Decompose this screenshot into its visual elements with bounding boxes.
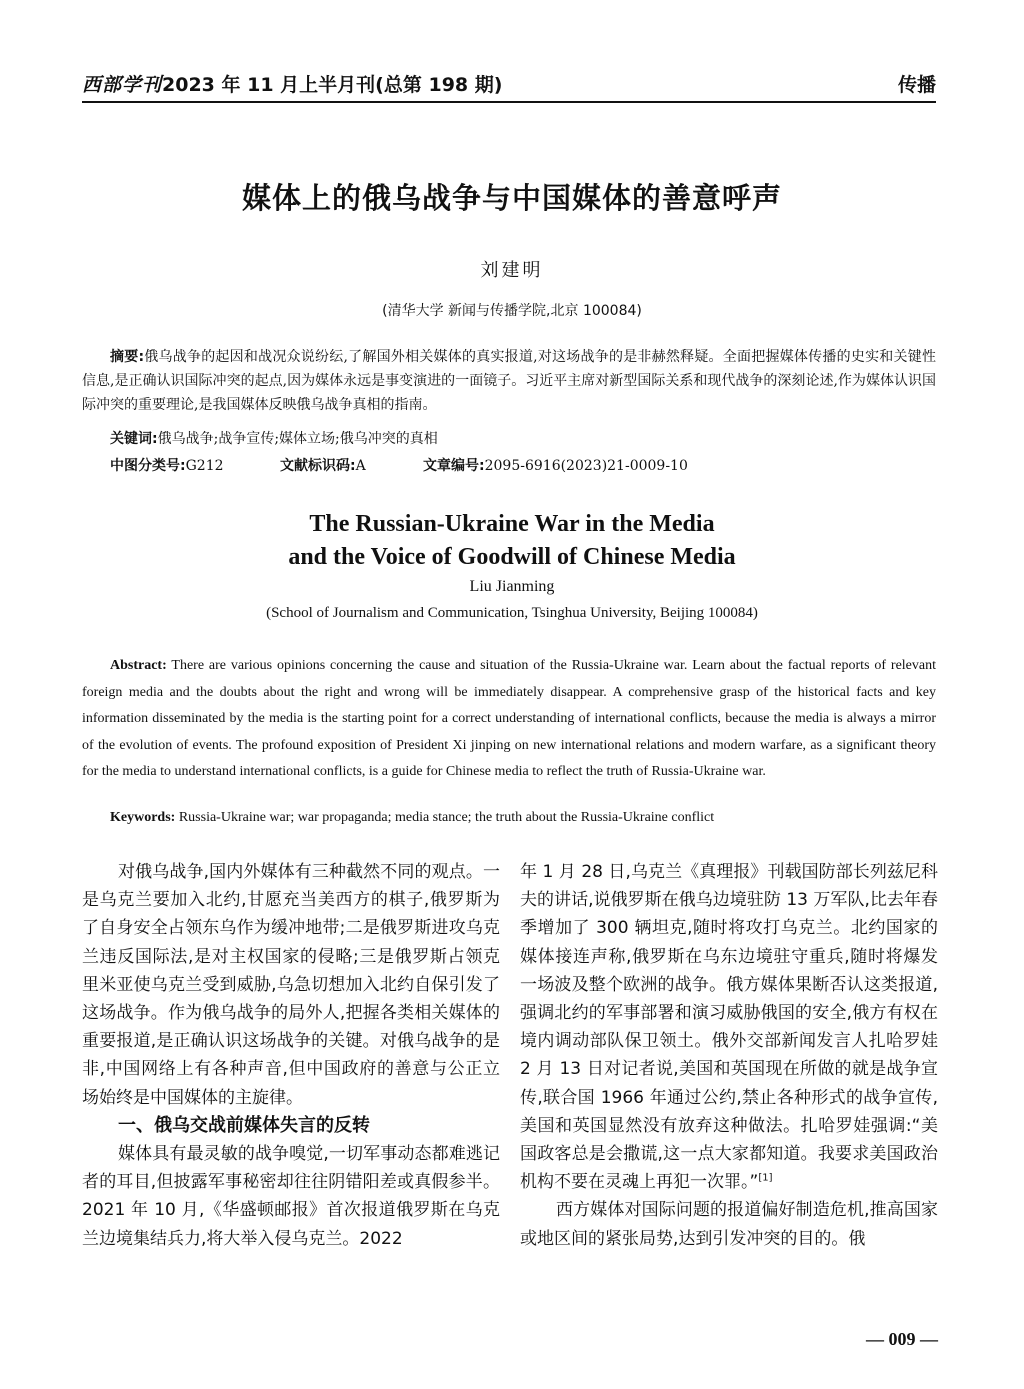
doc-label: 文献标识码: bbox=[280, 458, 356, 474]
body-column-left bbox=[82, 858, 500, 1253]
journal-masthead: 西部学刊 bbox=[82, 74, 163, 96]
keywords-en-text: Russia-Ukraine war; war propaganda; media stance; the truth about the Russia-Ukraine conflict bbox=[178, 810, 715, 825]
keywords-en-label: Keywords: bbox=[110, 810, 176, 825]
affiliation-cn: (清华大学 新闻与传播学院,北京 100084) bbox=[382, 303, 642, 319]
journal-issue bbox=[82, 70, 502, 97]
reference-marker: [1] bbox=[758, 1172, 773, 1184]
classification-info bbox=[110, 455, 930, 475]
author-cn: 刘建明 bbox=[480, 260, 544, 281]
title-en-line-2: and the Voice of Goodwill of Chinese Media bbox=[288, 544, 736, 570]
article-title-en bbox=[0, 508, 1024, 574]
clc-label: 中图分类号: bbox=[110, 458, 186, 474]
clc-number bbox=[110, 455, 224, 475]
issue-info: 2023 年 11 月上半月刊(总第 198 期) bbox=[162, 74, 503, 96]
body-paragraph-text: 年 1 月 28 日,乌克兰《真理报》刊载国防部长列兹尼科夫的讲话,说俄罗斯在俄乌边境驻防 13 万军队,比去年春季增加了 300 辆坦克,随时将攻打乌克兰。北约国家的媒体接连声称,俄罗斯在乌东边境驻守重兵,随时将爆发一场波及整个欧洲的战争。俄方媒体果断否认这类报道,强调北约的军事部署和演习威胁俄国的安全,俄方有权在境内调动部队保卫领土。俄外交部新闻发言人扎哈罗娃 2 月 13 日对记者说,美国和英国现在所做的就是战争宣传,联合国 1966 年通过公约,禁止各种形式的战争宣传,美国和英国显然没有放弃这种做法。扎哈罗娃强调:“美国政客总是会撒谎,这一点大家都知道。我要求美国政治机构不要在灵魂上再犯一次罪。” bbox=[520, 862, 938, 1193]
body-paragraph-continued bbox=[520, 858, 938, 1196]
body-paragraph: 西方媒体对国际问题的报道偏好制造危机,推高国家或地区间的紧张局势,达到引发冲突的目的。俄 bbox=[520, 1200, 938, 1249]
body-column-right bbox=[520, 858, 938, 1253]
page-number: — 009 — bbox=[866, 1329, 938, 1349]
running-header bbox=[82, 66, 936, 98]
body-paragraph: 对俄乌战争,国内外媒体有三种截然不同的观点。一是乌克兰要加入北约,甘愿充当美西方的棋子,俄罗斯为了自身安全占领东乌作为缓冲地带;二是俄罗斯进攻乌克兰违反国际法,是对主权国家的侵略;三是俄罗斯占领克里米亚使乌克兰受到威胁,乌急切想加入北约自保引发了这场战争。作为俄乌战争的局外人,把握各类相关媒体的重要报道,是正确认识这场战争的关键。对俄乌战争的是非,中国网络上有各种声音,但中国政府的善意与公正立场始终是中国媒体的主旋律。 bbox=[82, 862, 500, 1108]
keywords-cn-label: 关键词: bbox=[110, 431, 158, 447]
affiliation-en: (School of Journalism and Communication, Tsinghua University, Beijing 100084) bbox=[266, 605, 758, 621]
abstract-cn bbox=[82, 345, 936, 417]
article-title-cn: 媒体上的俄乌战争与中国媒体的善意呼声 bbox=[241, 181, 782, 215]
author-en: Liu Jianming bbox=[469, 578, 555, 595]
document-code bbox=[280, 455, 366, 475]
body-paragraph: 媒体具有最灵敏的战争嗅觉,一切军事动态都难逃记者的耳目,但披露军事秘密却往往阴错阳差或真假参半。2021 年 10 月,《华盛顿邮报》首次报道俄罗斯在乌克兰边境集结兵力,将大举入侵乌克兰。2022 bbox=[82, 1144, 500, 1249]
section-heading: 一、俄乌交战前媒体失言的反转 bbox=[118, 1114, 370, 1136]
keywords-en bbox=[110, 810, 714, 826]
title-en-line-1: The Russian-Ukraine War in the Media bbox=[309, 511, 715, 537]
art-value: 2095-6916(2023)21-0009-10 bbox=[484, 458, 688, 474]
abstract-en-text: There are various opinions concerning the cause and situation of the Russia-Ukraine war. Learn about the factual reports of relevant foreign media and the doubts about the right and wrong will be immediately disappear. A comprehensive grasp of the historical facts and key information disseminated by the media is the starting point for a correct understanding of international conflicts, because the media is always a mirror of the evolution of events. The profound exposition of President Xi jinping on new international relations and modern warfare, as a significant theory for the media to understand international conflicts, is a guide for Chinese media to reflect the truth of Russia-Ukraine war. bbox=[82, 658, 936, 779]
header-rule bbox=[82, 101, 936, 103]
keywords-cn bbox=[110, 428, 438, 448]
section-label: 传播 bbox=[897, 74, 936, 96]
abstract-cn-text: 俄乌战争的起因和战况众说纷纭,了解国外相关媒体的真实报道,对这场战争的是非赫然释疑。全面把握媒体传播的史实和关键性信息,是正确认识国际冲突的起点,因为媒体永远是事变演进的一面镜子。习近平主席对新型国际关系和现代战争的深刻论述,作为媒体认识国际冲突的重要理论,是我国媒体反映俄乌战争真相的指南。 bbox=[82, 349, 936, 413]
abstract-en bbox=[82, 653, 936, 786]
abstract-en-label: Abstract: bbox=[110, 658, 167, 673]
abstract-cn-label: 摘要: bbox=[110, 349, 145, 365]
keywords-cn-text: 俄乌战争;战争宣传;媒体立场;俄乌冲突的真相 bbox=[157, 431, 438, 447]
article-number bbox=[423, 455, 688, 475]
clc-value: G212 bbox=[185, 458, 224, 474]
doc-value: A bbox=[355, 458, 366, 474]
art-label: 文章编号: bbox=[423, 458, 485, 474]
